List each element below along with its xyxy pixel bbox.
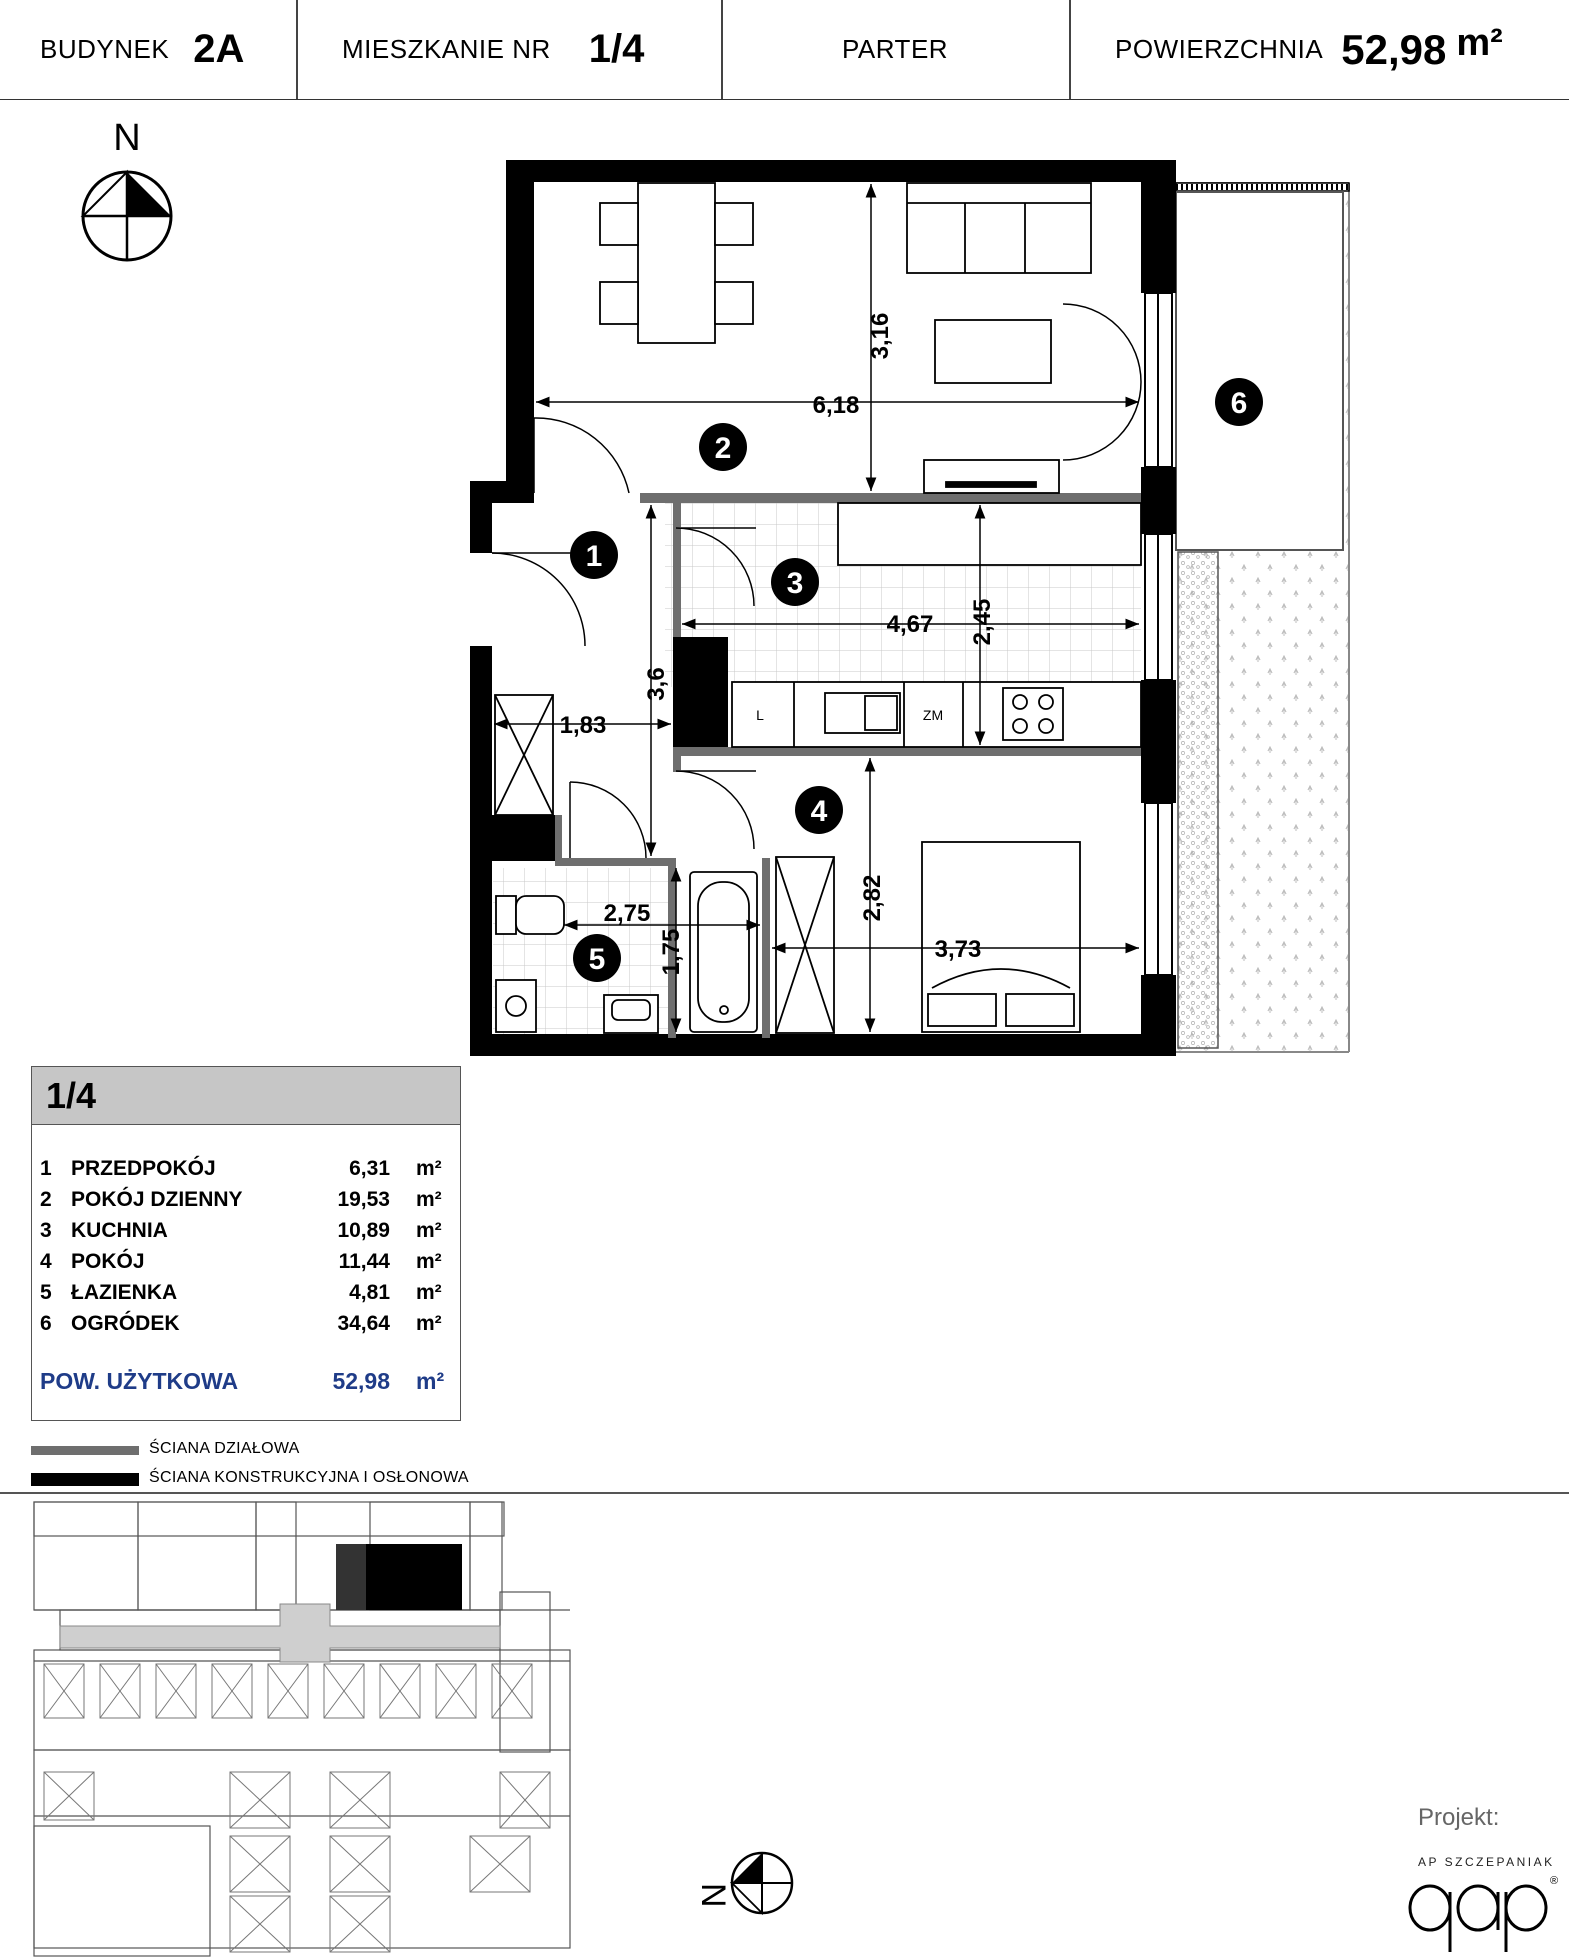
bedroom-furniture <box>776 842 1080 1033</box>
legend-row-area: 11,44 <box>338 1250 390 1273</box>
gravel-strip <box>1178 552 1218 1048</box>
wall-key-partition <box>31 1438 531 1466</box>
legend-row-unit: m² <box>416 1250 442 1273</box>
legend-row-unit: m² <box>416 1281 442 1304</box>
header-separator <box>296 0 298 99</box>
legend-row-number: 6 <box>40 1312 52 1335</box>
legend-row-name: ŁAZIENKA <box>71 1281 178 1304</box>
legend-row-unit: m² <box>416 1219 442 1242</box>
building-value: 2A <box>193 27 245 71</box>
room-marker-label: 2 <box>714 432 732 465</box>
kitchen-label-fridge: ZM <box>922 707 944 723</box>
dim-room4-depth: 2,82 <box>859 874 886 922</box>
sofa <box>907 183 1091 273</box>
legend-total-unit: m² <box>416 1368 445 1394</box>
cooktop-icon <box>1003 688 1063 740</box>
legend-row-unit: m² <box>416 1312 442 1335</box>
legend-title: 1/4 <box>32 1067 460 1125</box>
site-highlight-apartment <box>366 1544 462 1610</box>
legend-total-row <box>32 1368 460 1396</box>
coffee-table <box>935 320 1051 383</box>
dim-living-depth: 3,16 <box>867 312 894 360</box>
tv-cabinet <box>924 460 1059 493</box>
wall-key-swatch <box>31 1446 139 1455</box>
apartment-value: 1/4 <box>588 27 645 71</box>
legend-row-number: 5 <box>40 1281 52 1304</box>
legend-row-name: POKÓJ DZIENNY <box>71 1188 243 1211</box>
room-marker-label: 4 <box>810 795 828 828</box>
area-cell <box>1115 0 1503 99</box>
legend-total-area: 52,98 <box>332 1368 390 1394</box>
legend-row-number: 1 <box>40 1157 52 1180</box>
legend-row-number: 4 <box>40 1250 52 1273</box>
dim-kitchen-depth: 2,45 <box>969 598 996 646</box>
floor-label: PARTER <box>842 34 949 64</box>
building-label: BUDYNEK <box>40 34 170 64</box>
legend-row <box>32 1312 460 1340</box>
dim-bath-depth: 1,75 <box>658 928 685 976</box>
legend-row <box>32 1281 460 1309</box>
area-value: 52,98 <box>1341 25 1447 73</box>
hall-wardrobe <box>495 695 553 815</box>
office-name: AP SZCZEPANIAK <box>1418 1855 1555 1869</box>
legend-total-name: POW. UŻYTKOWA <box>40 1368 239 1394</box>
area-label: POWIERZCHNIA <box>1115 34 1324 64</box>
dim-kitchen-width: 4,67 <box>886 611 934 638</box>
dim-hall-width: 1,83 <box>559 712 607 739</box>
header-separator <box>1069 0 1071 99</box>
dim-hall-depth: 3,6 <box>643 667 670 701</box>
projekt-label: Projekt: <box>1418 1804 1500 1831</box>
legend-row-name: PRZEDPOKÓJ <box>71 1157 216 1180</box>
wall-key-swatch <box>31 1473 139 1486</box>
kitchen-label-l: L <box>756 707 764 723</box>
dim-bath-width: 2,75 <box>603 900 651 927</box>
floor-plan <box>0 100 1569 1070</box>
legend-row-unit: m² <box>416 1188 442 1211</box>
architect-logo <box>1402 1872 1562 1956</box>
legend-row-name: POKÓJ <box>71 1250 145 1273</box>
legend-row-name: KUCHNIA <box>71 1219 168 1242</box>
site-corridor <box>60 1604 500 1662</box>
legend-row-unit: m² <box>416 1157 442 1180</box>
legend-row-area: 6,31 <box>349 1157 390 1180</box>
toilet-icon <box>516 896 564 934</box>
room-legend <box>31 1066 461 1421</box>
legend-row <box>32 1219 460 1247</box>
apartment-cell <box>342 0 644 99</box>
site-compass <box>670 1845 800 1925</box>
room-marker-label: 3 <box>786 567 804 600</box>
legend-row-area: 10,89 <box>337 1219 390 1242</box>
kitchen-upper-counter <box>838 503 1141 565</box>
legend-row-area: 4,81 <box>349 1281 390 1304</box>
dining-table <box>638 183 715 343</box>
living-furniture <box>600 183 1091 493</box>
legend-row <box>32 1188 460 1216</box>
header-separator <box>721 0 723 99</box>
wall-key-structural <box>31 1467 531 1495</box>
legend-row <box>32 1250 460 1278</box>
header-bar <box>0 0 1569 100</box>
building-cell <box>40 0 244 99</box>
legend-row-area: 34,64 <box>337 1312 390 1335</box>
wall-key-label: ŚCIANA DZIAŁOWA <box>149 1440 300 1457</box>
section-divider <box>0 1492 1569 1494</box>
legend-row <box>32 1157 460 1185</box>
dim-room4-width: 3,73 <box>934 936 982 963</box>
site-compass-label: N <box>694 1883 732 1908</box>
terrace <box>1176 192 1343 550</box>
wall-key-label: ŚCIANA KONSTRUKCYJNA I OSŁONOWA <box>149 1469 469 1486</box>
registered-mark: ® <box>1550 1875 1559 1887</box>
garden-area <box>1176 183 1349 1052</box>
room-marker-label: 5 <box>588 943 606 976</box>
legend-row-number: 2 <box>40 1188 52 1211</box>
legend-row-area: 19,53 <box>337 1188 390 1211</box>
room-marker-label: 1 <box>585 540 603 573</box>
room-marker-label: 6 <box>1230 387 1248 420</box>
floor-cell <box>842 0 948 99</box>
site-key-plan <box>30 1496 620 1958</box>
legend-row-name: OGRÓDEK <box>71 1312 180 1335</box>
compass <box>83 117 171 260</box>
legend-row-number: 3 <box>40 1219 52 1242</box>
area-unit: m² <box>1456 22 1503 64</box>
apartment-label: MIESZKANIE NR <box>342 34 551 64</box>
dim-living-width: 6,18 <box>812 392 860 419</box>
compass-north-label: N <box>113 117 141 159</box>
